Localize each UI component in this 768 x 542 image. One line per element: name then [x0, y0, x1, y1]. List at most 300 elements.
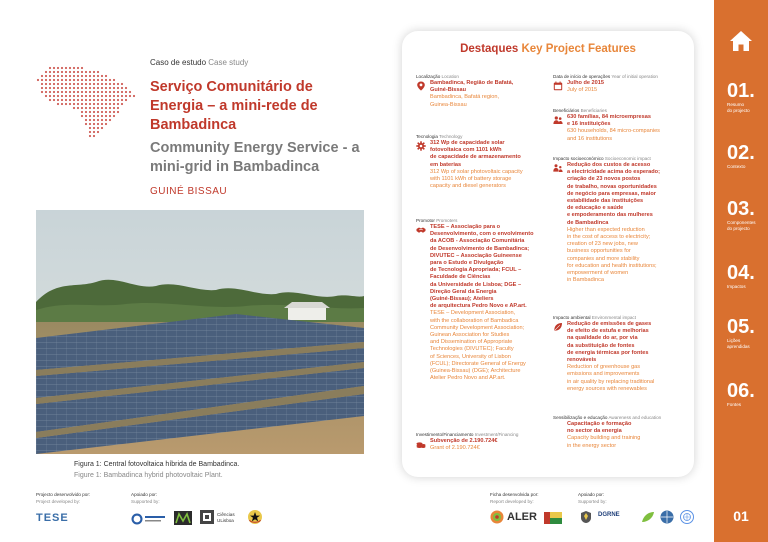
map-dot: [49, 71, 51, 73]
map-dot: [133, 95, 135, 97]
map-dot: [85, 87, 87, 89]
aler-logo-mark: [490, 510, 504, 529]
map-dot: [97, 83, 99, 85]
map-dot: [121, 83, 123, 85]
case-study-eyebrow: Caso de estudo Case study: [150, 58, 249, 67]
page-title-pt: Serviço Comunitário de Energia – a mini-rede de Bambadinca: [150, 79, 318, 133]
map-dot: [93, 123, 95, 125]
map-dot: [105, 87, 107, 89]
map-dot: [65, 67, 67, 69]
map-dot: [109, 91, 111, 93]
map-dot: [97, 75, 99, 77]
map-dot: [53, 91, 55, 93]
map-dot: [53, 83, 55, 85]
partner-logo-4: [640, 510, 656, 529]
map-dot: [77, 71, 79, 73]
map-dot: [77, 103, 79, 105]
page-number: 01: [733, 508, 749, 524]
map-dot: [93, 131, 95, 133]
map-dot: [49, 79, 51, 81]
map-dot: [101, 75, 103, 77]
tese-logo: TESE: [36, 512, 69, 524]
map-dot: [93, 107, 95, 109]
map-dot: [73, 91, 75, 93]
feature-label: Promotor Promoters: [416, 218, 458, 223]
leaf-icon: [553, 322, 563, 332]
map-dot: [97, 87, 99, 89]
partner-logo-3: [544, 511, 562, 529]
solar-plant-photo: [36, 210, 364, 454]
map-dot: [73, 83, 75, 85]
aler-logo: ALER: [507, 511, 537, 523]
ciencias-logo-text: Ciências ULisboa: [217, 512, 235, 523]
map-dot: [125, 91, 127, 93]
map-dot: [93, 79, 95, 81]
map-dot: [113, 83, 115, 85]
section-link-1[interactable]: 01. Resumo do projecto: [727, 80, 755, 113]
map-dot: [81, 83, 83, 85]
map-dot: [117, 107, 119, 109]
home-icon[interactable]: [728, 28, 754, 54]
section-link-3[interactable]: 03. Componentes do projecto: [727, 198, 756, 231]
map-dot: [69, 71, 71, 73]
feature-label: Tecnologia Technology: [416, 134, 463, 139]
feature-beneficiaries: Beneficiários Beneficiaries 630 famílias, 84 microempresas e 16 instituições 630 households, 84 micro-companies and 16 institutions: [553, 108, 660, 142]
map-dot: [113, 99, 115, 101]
feature-socioeconomic-impact: Impacto socioeconómico Socioeconomic impact Redução dos custos de acesso a electricidade acima do esperado; criação de 23 novos postos de trabalho, novas oportunidades de negócio para empresas, maior estabilidade das instituições de educação e saúde e empoderamento das mulheres de Bambadinca Higher than expected reduction in the cost of access to electricity; creation of 23 new jobs, new business opportunities for companies and more stability for education and health institutions; empowerment of women in Bambadinca: [553, 156, 660, 284]
map-dot: [85, 83, 87, 85]
map-dot: [89, 95, 91, 97]
map-dot: [89, 71, 91, 73]
supported-by-label-2: Apoiado por: Supported by:: [578, 492, 607, 504]
map-dot: [97, 119, 99, 121]
un-logo: [680, 510, 694, 529]
map-dot: [69, 95, 71, 97]
map-dot: [57, 83, 59, 85]
map-dot: [65, 83, 67, 85]
map-dot: [105, 83, 107, 85]
map-dot: [85, 119, 87, 121]
map-dot: [89, 79, 91, 81]
map-dot: [45, 71, 47, 73]
map-dot: [121, 91, 123, 93]
map-dot: [53, 95, 55, 97]
country-label: GUINÉ BISSAU: [150, 186, 228, 197]
map-dot: [81, 115, 83, 117]
map-dot: [61, 99, 63, 101]
map-dot: [77, 99, 79, 101]
map-dot: [105, 123, 107, 125]
map-dot: [49, 87, 51, 89]
map-dot: [41, 83, 43, 85]
map-dot: [109, 107, 111, 109]
map-dot: [93, 127, 95, 129]
map-dot: [101, 83, 103, 85]
map-dot: [97, 131, 99, 133]
map-dot: [77, 107, 79, 109]
dgrne-logo: DGRNE: [598, 512, 620, 518]
feature-promoter: Promotor Promoters TESE – Associação para o Desenvolvimento, com o envolvimento da ACOB - Associação Comunitária de Desenvolvimento de Bambadinca; DIVUTEC – Associação Guineense para o Estudo e Divulgação de Tecnologia Apropriada; FCUL – Faculdade de Ciências da Universidade de Lisboa; DGE – Direção Geral da Energia (Guiné-Bissau); Ateliers de arquitectura Pedro Novo e AP.art. TESE – Development Association, with the collaboration of Bambadica Community Development Association; Guinean Association for Studies and Dissemination of Appropriate Technologies (DIVUTEC); Faculty of Sciences, University of Lisbon (FCUL); Directorate General of Energy (Guinea-Bissau) (DGE); Architecture Atelier Pedro Novo and AP.art.: [416, 218, 534, 382]
map-dot: [49, 91, 51, 93]
map-dot: [81, 67, 83, 69]
map-dot: [81, 87, 83, 89]
section-link-2[interactable]: 02. Contexto: [727, 142, 755, 169]
map-dot: [109, 79, 111, 81]
map-dot: [73, 107, 75, 109]
map-dot: [109, 103, 111, 105]
map-dot: [49, 99, 51, 101]
map-dot: [105, 111, 107, 113]
map-dot: [105, 103, 107, 105]
map-dot: [125, 99, 127, 101]
feature-start-date: Data de início de operações Year of initial operation Julho de 2015 July of 2015: [553, 74, 658, 94]
map-dot: [97, 91, 99, 93]
map-dot: [61, 83, 63, 85]
map-dot: [49, 75, 51, 77]
guinea-bissau-emblem: [247, 509, 263, 530]
map-dot: [105, 99, 107, 101]
map-dot: [101, 107, 103, 109]
gear-icon: [416, 141, 426, 151]
map-dot: [65, 75, 67, 77]
map-dot: [121, 103, 123, 105]
community-icon: [553, 163, 563, 173]
map-dot: [101, 95, 103, 97]
map-dot: [81, 79, 83, 81]
map-dot: [81, 111, 83, 113]
map-dot: [45, 83, 47, 85]
feature-environmental-impact: Impacto ambiental Environmental impact Redução de emissões de gases de efeito de estufa e melhorias na qualidade do ar, por via da substituição de fontes de energia térmicas por fontes renováveis Reduction of greenhouse gas emissions and improvements in air quality by replacing traditional energy sources with renewables: [553, 315, 655, 392]
section-link-4[interactable]: 04. Impactos: [727, 262, 755, 289]
map-dot: [61, 67, 63, 69]
map-dot: [73, 103, 75, 105]
map-dot: [41, 75, 43, 77]
map-dot: [93, 135, 95, 137]
map-dot: [125, 87, 127, 89]
map-dot: [53, 79, 55, 81]
map-dot: [97, 115, 99, 117]
partner-logo-2: [174, 511, 192, 530]
map-dot: [93, 75, 95, 77]
map-dot: [121, 95, 123, 97]
map-dot: [85, 79, 87, 81]
map-dot: [65, 91, 67, 93]
map-dot: [77, 87, 79, 89]
map-dot: [97, 99, 99, 101]
map-dot: [85, 71, 87, 73]
map-dot: [85, 95, 87, 97]
map-dot: [65, 79, 67, 81]
map-dot: [73, 75, 75, 77]
map-dot: [117, 91, 119, 93]
map-dot: [69, 99, 71, 101]
map-dot: [105, 115, 107, 117]
handshake-icon: [416, 225, 426, 235]
map-dot: [101, 87, 103, 89]
map-dot: [117, 83, 119, 85]
map-dot: [89, 103, 91, 105]
map-dot: [57, 71, 59, 73]
map-dot: [81, 75, 83, 77]
feature-label: Data de início de operações Year of initial operation: [553, 74, 658, 79]
map-dot: [57, 87, 59, 89]
map-dot: [61, 87, 63, 89]
map-dot: [57, 79, 59, 81]
map-dot: [73, 87, 75, 89]
map-dot: [109, 111, 111, 113]
map-dot: [89, 87, 91, 89]
map-dot: [121, 87, 123, 89]
map-dot: [69, 79, 71, 81]
feature-awareness: Sensibilização e educação Awareness and education Capacitação e formação no sector da energia Capacity building and training in the energy sector: [553, 415, 662, 449]
map-dot: [61, 75, 63, 77]
map-dot: [101, 111, 103, 113]
map-dot: [117, 95, 119, 97]
map-dot: [57, 67, 59, 69]
map-dot: [53, 99, 55, 101]
map-dot: [89, 123, 91, 125]
map-dot: [89, 75, 91, 77]
feature-location: Localização Location Bambadinca, Região de Bafatá, Guiné-Bissau Bambadinca, Bafatá region, Guinea-Bissau: [416, 74, 514, 108]
map-dot: [113, 79, 115, 81]
map-dot: [117, 111, 119, 113]
map-dot: [73, 95, 75, 97]
map-dot: [69, 83, 71, 85]
figure-caption: Figura 1: Central fotovoltaica híbrida de Bambadinca. Figure 1: Bambadinca hybrid photovoltaic Plant.: [74, 461, 240, 479]
map-dot: [101, 91, 103, 93]
map-dot: [37, 79, 39, 81]
map-dot: [109, 119, 111, 121]
republic-emblem: [580, 510, 592, 529]
map-dot: [93, 95, 95, 97]
map-dot: [117, 103, 119, 105]
map-dot: [93, 99, 95, 101]
developed-by-label: Projecto desenvolvido por: Project developed by:: [36, 492, 91, 504]
map-dot: [81, 91, 83, 93]
map-dot: [89, 115, 91, 117]
map-dot: [109, 83, 111, 85]
map-dot: [65, 95, 67, 97]
map-dot: [93, 87, 95, 89]
feature-investment: Investimento/Financiamento Investment/Financing Subvenção de 2.190.724€ Grant of 2.190.724€: [416, 432, 519, 452]
map-dot: [69, 75, 71, 77]
map-dot: [45, 91, 47, 93]
map-dot: [61, 79, 63, 81]
map-dot: [53, 67, 55, 69]
map-dot: [81, 99, 83, 101]
map-dot: [89, 107, 91, 109]
map-dot: [81, 103, 83, 105]
map-dot: [85, 115, 87, 117]
map-dot: [117, 87, 119, 89]
map-dot: [105, 79, 107, 81]
map-dot: [105, 91, 107, 93]
map-dot: [85, 75, 87, 77]
card-title: Destaques Key Project Features: [460, 43, 636, 55]
map-dot: [85, 91, 87, 93]
map-dot: [113, 111, 115, 113]
map-dot: [57, 95, 59, 97]
feature-label: Localização Location: [416, 74, 459, 79]
section-link-6[interactable]: 06. Fontes: [727, 380, 755, 407]
report-by-label: Ficha desenvolvida por: Report developed by:: [490, 492, 539, 504]
map-dot: [45, 79, 47, 81]
key-features-card: [402, 31, 694, 477]
map-dot: [97, 127, 99, 129]
map-dot: [85, 111, 87, 113]
map-dot: [61, 91, 63, 93]
section-link-5[interactable]: 05. Lições aprendidas: [727, 316, 755, 349]
africa-dotted-map: [36, 66, 140, 140]
map-dot: [53, 87, 55, 89]
map-dot: [105, 119, 107, 121]
map-dot: [97, 107, 99, 109]
map-dot: [73, 67, 75, 69]
map-dot: [109, 87, 111, 89]
map-dot: [93, 111, 95, 113]
map-dot: [77, 91, 79, 93]
map-dot: [97, 103, 99, 105]
map-dot: [113, 91, 115, 93]
map-dot: [85, 107, 87, 109]
map-dot: [97, 79, 99, 81]
map-dot: [45, 75, 47, 77]
map-dot: [81, 95, 83, 97]
map-dot: [101, 119, 103, 121]
map-dot: [113, 107, 115, 109]
map-dot: [57, 99, 59, 101]
map-dot: [77, 83, 79, 85]
map-dot: [97, 123, 99, 125]
ciencias-logo: [200, 510, 214, 529]
map-dot: [93, 103, 95, 105]
feature-label: Sensibilização e educação Awareness and education: [553, 415, 662, 420]
map-dot: [85, 123, 87, 125]
feature-label: Investimento/Financiamento Investment/Financing: [416, 432, 519, 437]
map-dot: [57, 103, 59, 105]
map-dot: [53, 71, 55, 73]
map-dot: [97, 95, 99, 97]
map-dot: [73, 79, 75, 81]
map-dot: [105, 75, 107, 77]
map-dot: [129, 95, 131, 97]
map-dot: [89, 131, 91, 133]
map-dot: [41, 87, 43, 89]
feature-technology: Tecnologia Technology 312 Wp de capacidade solar fotovoltaica com 1101 kWh de capacidade de armazenamento em baterias 312 Wp of solar photovoltaic capacity with 1101 kWh of battery storage capacity and diesel generators: [416, 134, 523, 190]
map-dot: [69, 91, 71, 93]
map-dot: [89, 127, 91, 129]
map-dot: [109, 99, 111, 101]
map-dot: [65, 71, 67, 73]
coins-icon: [416, 439, 426, 449]
map-dot: [101, 123, 103, 125]
map-dot: [129, 91, 131, 93]
map-dot: [93, 115, 95, 117]
map-dot: [93, 119, 95, 121]
feature-label: Impacto socioeconómico Socioeconomic impact: [553, 156, 651, 161]
map-dot: [81, 71, 83, 73]
feature-label: Impacto ambiental Environmental impact: [553, 315, 636, 320]
map-dot: [93, 91, 95, 93]
map-dot: [85, 103, 87, 105]
map-dot: [113, 95, 115, 97]
map-dot: [49, 83, 51, 85]
map-dot: [105, 95, 107, 97]
map-dot: [77, 95, 79, 97]
map-dot: [57, 75, 59, 77]
calendar-icon: [553, 81, 563, 91]
map-dot: [69, 103, 71, 105]
map-dot: [61, 103, 63, 105]
map-dot: [101, 99, 103, 101]
map-dot: [125, 95, 127, 97]
map-dot: [73, 99, 75, 101]
map-dot: [77, 75, 79, 77]
map-dot: [77, 79, 79, 81]
location-pin-icon: [416, 81, 426, 91]
map-dot: [61, 71, 63, 73]
people-icon: [553, 115, 563, 125]
map-dot: [73, 71, 75, 73]
map-dot: [117, 99, 119, 101]
map-dot: [101, 103, 103, 105]
map-dot: [89, 99, 91, 101]
map-dot: [77, 67, 79, 69]
map-dot: [69, 87, 71, 89]
map-dot: [49, 67, 51, 69]
map-dot: [105, 107, 107, 109]
map-dot: [65, 99, 67, 101]
map-dot: [65, 103, 67, 105]
map-dot: [49, 95, 51, 97]
supported-by-label: Apoiado por: Supported by:: [131, 492, 160, 504]
map-dot: [121, 99, 123, 101]
map-dot: [41, 79, 43, 81]
map-dot: [89, 111, 91, 113]
map-dot: [113, 103, 115, 105]
map-dot: [101, 127, 103, 129]
map-dot: [101, 115, 103, 117]
map-dot: [69, 67, 71, 69]
map-dot: [45, 95, 47, 97]
map-dot: [97, 111, 99, 113]
map-dot: [89, 91, 91, 93]
map-dot: [93, 83, 95, 85]
map-dot: [41, 91, 43, 93]
page-title-en: Community Energy Service - a mini-grid in Bambadinca: [150, 140, 360, 175]
map-dot: [89, 135, 91, 137]
map-dot: [113, 87, 115, 89]
map-dot: [97, 71, 99, 73]
map-dot: [101, 79, 103, 81]
map-dot: [109, 95, 111, 97]
section-sidebar: [714, 0, 768, 542]
map-dot: [93, 71, 95, 73]
partner-logo-1: [131, 512, 167, 530]
map-dot: [61, 95, 63, 97]
map-dot: [85, 99, 87, 101]
map-dot: [81, 107, 83, 109]
map-dot: [57, 91, 59, 93]
map-dot: [65, 87, 67, 89]
feature-label: Beneficiários Beneficiaries: [553, 108, 607, 113]
map-dot: [45, 87, 47, 89]
map-dot: [53, 75, 55, 77]
map-dot: [109, 115, 111, 117]
map-dot: [89, 119, 91, 121]
partner-logo-5: [660, 510, 674, 529]
map-dot: [113, 115, 115, 117]
